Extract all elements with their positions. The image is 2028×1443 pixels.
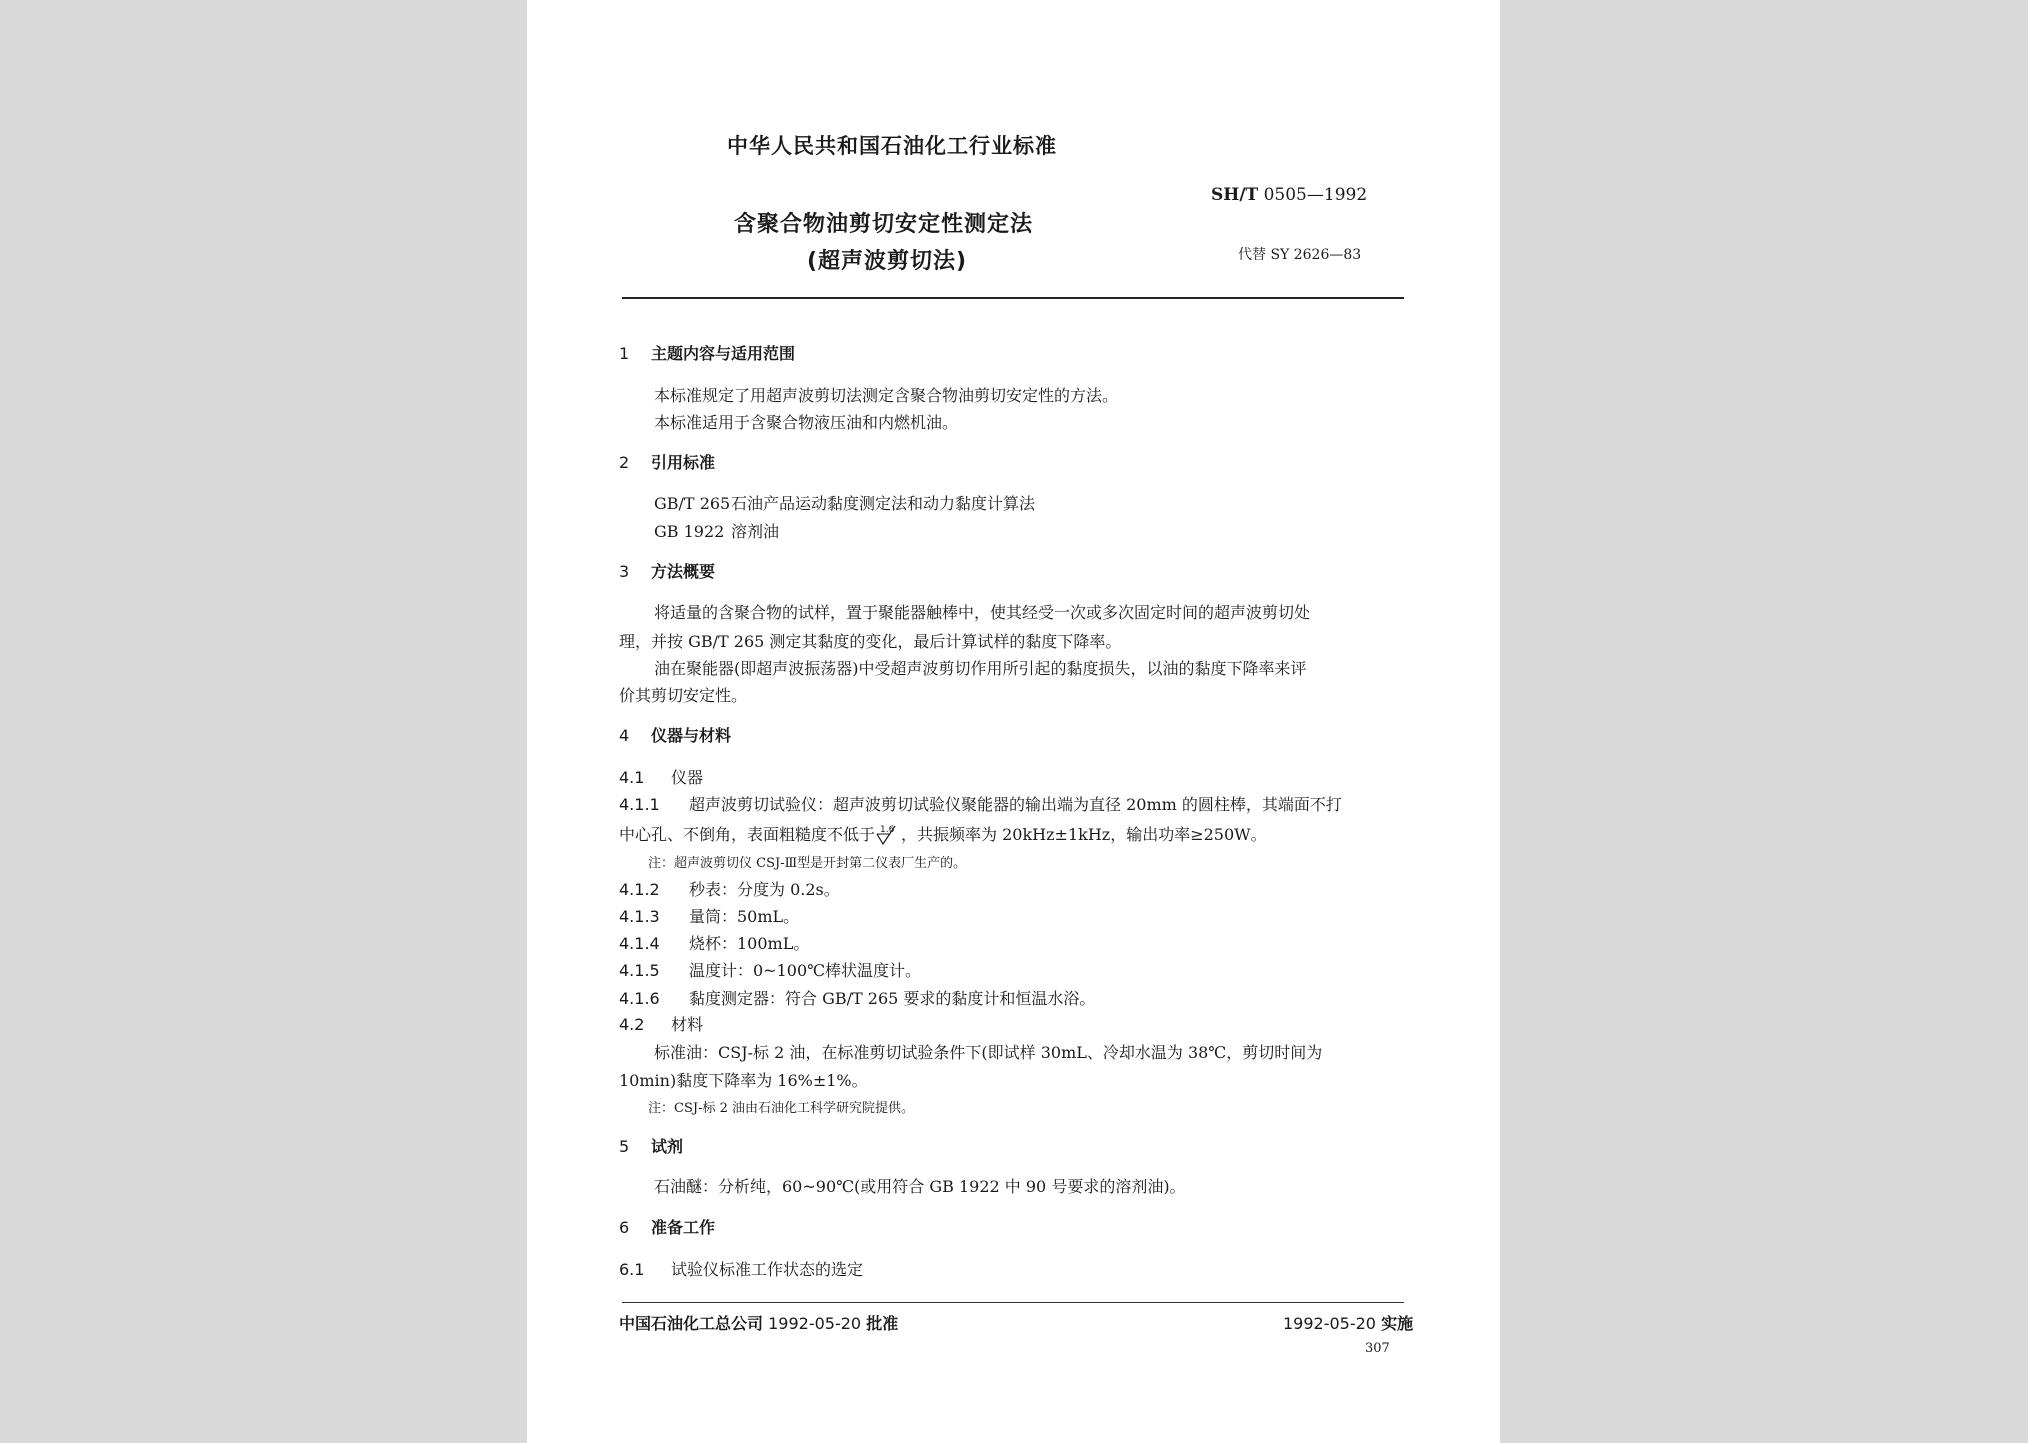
subsection-number: 4.2 (619, 1015, 645, 1034)
reference-item (654, 491, 1035, 514)
section-5-heading (619, 1134, 683, 1157)
section-title: 方法概要 (651, 562, 716, 581)
subsection-title: 材料 (671, 1015, 704, 1034)
section-number: 3 (619, 562, 630, 581)
approve-date: 1992-05-20 (768, 1314, 862, 1333)
replaces-standard: 代替 SY 2626—83 (1238, 247, 1362, 263)
page-number: 307 (1365, 1341, 1390, 1356)
section-title: 引用标准 (651, 453, 716, 472)
section-4-heading (619, 723, 731, 746)
document-title-line2: (超声波剪切法) (807, 249, 968, 274)
section-number: 1 (619, 344, 630, 363)
item-4-1-1-note: 注：超声波剪切仪 CSJ-Ⅲ型是开封第二仪表厂生产的。 (648, 856, 967, 871)
subsection-number: 4.1 (619, 768, 645, 787)
approve-label: 批准 (866, 1314, 899, 1333)
org-standard-title: 中华人民共和国石油化工行业标准 (727, 134, 1057, 158)
item-text: 秒表：分度为 0.2s。 (689, 880, 840, 899)
reference-item (654, 519, 779, 542)
section-title: 准备工作 (651, 1218, 716, 1237)
reference-code: GB 1922 (654, 522, 725, 541)
section-title: 仪器与材料 (651, 726, 732, 745)
item-text: 黏度测定器：符合 GB/T 265 要求的黏度计和恒温水浴。 (689, 989, 1096, 1008)
section-title: 主题内容与适用范围 (651, 344, 796, 363)
section-6-heading (619, 1215, 715, 1238)
section-number: 5 (619, 1137, 630, 1156)
impl-label: 实施 (1381, 1314, 1414, 1333)
item-4-1-3 (619, 904, 799, 927)
section-1-paragraph-1: 本标准规定了用超声波剪切法测定含聚合物油剪切安定性的方法。 (654, 386, 1119, 405)
item-text: 中心孔、不倒角，表面粗糙度不低于 (619, 825, 876, 844)
code-number: 0505—1992 (1263, 185, 1368, 205)
section-number: 4 (619, 726, 630, 745)
item-number: 4.1.2 (619, 880, 660, 899)
section-5-paragraph-1: 石油醚：分析纯，60~90℃(或用符合 GB 1922 中 90 号要求的溶剂油)。 (654, 1177, 1186, 1196)
standard-code (1211, 185, 1367, 205)
item-number: 4.1.1 (619, 795, 660, 814)
item-number: 4.1.6 (619, 989, 660, 1008)
item-4-1-2 (619, 877, 840, 900)
subsection-number: 6.1 (619, 1260, 645, 1279)
section-3-paragraph-2-line-1: 油在聚能器(即超声波振荡器)中受超声波剪切作用所引起的黏度损失，以油的黏度下降率来评 (654, 659, 1307, 678)
subsection-4-2-line-2: 10min)黏度下降率为 16%±1%。 (619, 1071, 868, 1090)
item-number: 4.1.5 (619, 961, 660, 980)
item-4-1-6 (619, 986, 1095, 1009)
item-number: 4.1.3 (619, 907, 660, 926)
item-text: ，共振频率为 20kHz±1kHz，输出功率≥250W。 (901, 825, 1267, 844)
item-4-1-4 (619, 931, 809, 954)
section-number: 6 (619, 1218, 630, 1237)
approval-line (619, 1311, 898, 1334)
item-4-1-1-line-1 (619, 792, 1342, 815)
section-3-heading (619, 559, 715, 582)
roughness-symbol-icon (875, 824, 901, 844)
approver: 中国石油化工总公司 (619, 1314, 764, 1333)
document-page (527, 0, 1500, 1443)
section-3-paragraph-2-line-2: 价其剪切安定性。 (619, 686, 748, 705)
item-text: 超声波剪切试验仪：超声波剪切试验仪聚能器的输出端为直径 20mm 的圆柱棒，其端面不打 (689, 795, 1342, 814)
code-prefix: SH/T (1211, 185, 1259, 205)
section-title: 试剂 (651, 1137, 684, 1156)
subsection-title: 试验仪标准工作状态的选定 (671, 1260, 864, 1279)
item-number: 4.1.4 (619, 934, 660, 953)
subsection-title: 仪器 (671, 768, 704, 787)
item-text: 烧杯：100mL。 (689, 934, 810, 953)
document-title-line1: 含聚合物油剪切安定性测定法 (734, 212, 1034, 237)
section-1-paragraph-2: 本标准适用于含聚合物液压油和内燃机油。 (654, 413, 959, 432)
item-text: 温度计：0~100℃棒状温度计。 (689, 961, 922, 980)
subsection-6-1 (619, 1257, 863, 1280)
item-4-1-5 (619, 958, 921, 981)
implementation-line (1283, 1311, 1413, 1334)
header-divider (622, 297, 1404, 299)
section-3-paragraph-1-line-1: 将适量的含聚合物的试样，置于聚能器触棒中，使其经受一次或多次固定时间的超声波剪切处 (654, 603, 1311, 622)
subsection-4-2-line-1: 标准油：CSJ-标 2 油，在标准剪切试验条件下(即试样 30mL、冷却水温为 38℃，剪切时间为 (654, 1043, 1323, 1062)
reference-name: 溶剂油 (731, 522, 780, 541)
item-4-1-1-line-2 (619, 822, 1267, 845)
reference-code: GB/T 265 (654, 494, 731, 513)
section-number: 2 (619, 453, 630, 472)
roughness-value: 1.6 (880, 825, 895, 835)
section-3-paragraph-1-line-2: 理，并按 GB/T 265 测定其黏度的变化，最后计算试样的黏度下降率。 (619, 632, 1122, 651)
subsection-4-2 (619, 1012, 703, 1035)
item-text: 量筒：50mL。 (689, 907, 800, 926)
subsection-4-2-note: 注：CSJ-标 2 油由石油化工科学研究院提供。 (648, 1101, 914, 1116)
section-1-heading (619, 341, 795, 364)
footer-divider (622, 1302, 1404, 1303)
section-2-heading (619, 450, 715, 473)
impl-date: 1992-05-20 (1283, 1314, 1376, 1333)
reference-name: 石油产品运动黏度测定法和动力黏度计算法 (731, 494, 1036, 513)
subsection-4-1 (619, 765, 703, 788)
